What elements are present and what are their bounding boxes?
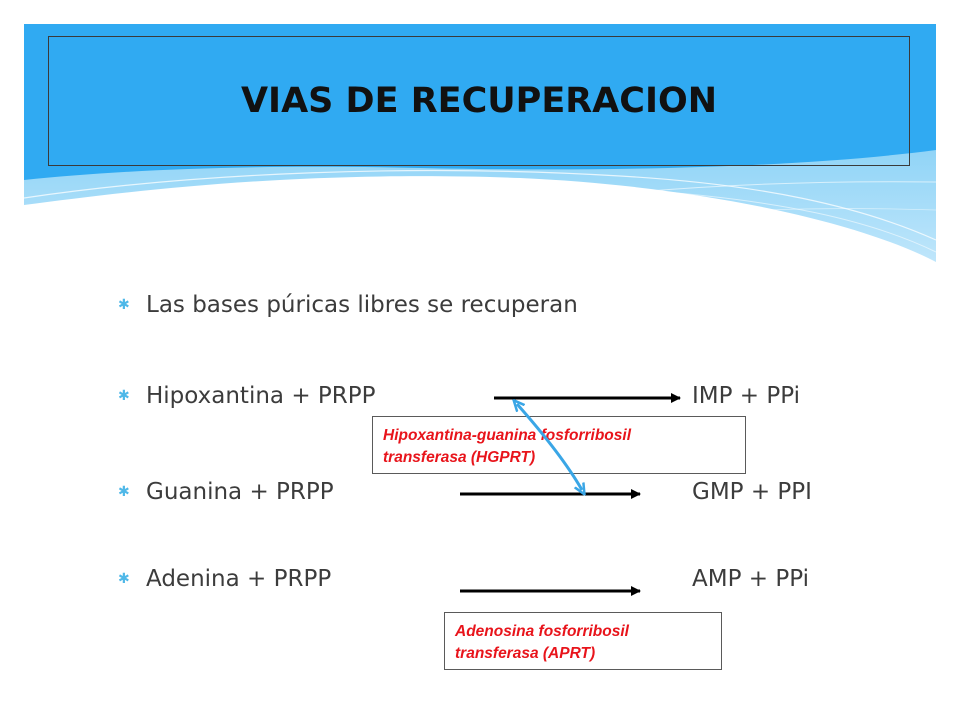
reaction-product-2: GMP + PPI — [692, 479, 812, 505]
bullet-item-1 — [118, 292, 578, 318]
title-box — [48, 36, 910, 166]
bullet-text: Adenina + PRPP — [146, 566, 332, 592]
bullet-item-4 — [118, 566, 331, 592]
reaction-product-1: IMP + PPi — [692, 383, 801, 409]
enzyme-name-line: transferasa (HGPRT) — [383, 449, 536, 467]
bullet-text: Guanina + PRPP — [146, 479, 334, 505]
bullet-text: Las bases púricas libres se recuperan — [146, 292, 578, 318]
asterisk-bullet-icon: ✱ — [118, 297, 130, 313]
reaction-product-3: AMP + PPi — [692, 566, 809, 592]
bullet-item-2 — [118, 383, 376, 409]
enzyme-label-hgprt — [372, 416, 746, 474]
enzyme-name-line: transferasa (APRT) — [455, 645, 596, 663]
bullet-item-3 — [118, 479, 334, 505]
asterisk-bullet-icon: ✱ — [118, 571, 130, 587]
asterisk-bullet-icon: ✱ — [118, 484, 130, 500]
page-title: VIAS DE RECUPERACION — [240, 81, 718, 121]
asterisk-bullet-icon: ✱ — [118, 388, 130, 404]
bullet-text: Hipoxantina + PRPP — [146, 383, 376, 409]
enzyme-name-line: Adenosina fosforribosil — [455, 623, 629, 640]
enzyme-name-line: Hipoxantina-guanina fosforribosil — [383, 427, 632, 444]
enzyme-label-aprt — [444, 612, 722, 670]
